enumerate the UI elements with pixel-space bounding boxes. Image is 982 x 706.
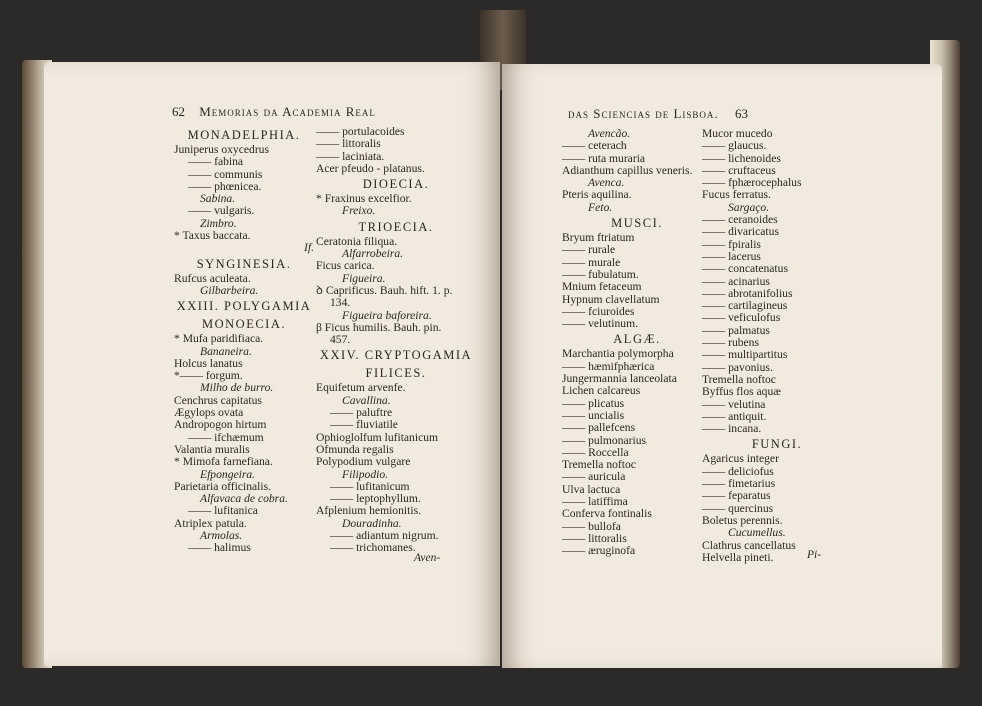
list-item: Tremella noftoc — [702, 372, 776, 386]
list-item: Boletus perennis. — [702, 513, 783, 527]
list-item: —— abrotanifolius — [702, 286, 793, 300]
section-heading: XXIII. POLYGAMIA — [176, 299, 312, 314]
right-page-column-1 — [562, 128, 712, 558]
list-item: Equifetum arvenfe. — [316, 381, 406, 395]
list-item: Freixo. — [342, 204, 376, 218]
list-item: Rufcus aculeata. — [174, 271, 251, 285]
left-page — [44, 62, 500, 666]
list-item: Marchantia polymorpha — [562, 347, 674, 361]
list-item: Holcus lanatus — [174, 356, 243, 370]
list-item: —— ifchæmum — [188, 430, 264, 444]
list-item: —— multipartitus — [702, 348, 788, 362]
list-item: —— Roccella — [562, 445, 629, 459]
list-item: —— fubulatum. — [562, 267, 639, 281]
list-item: β Ficus humilis. Bauh. pin. — [316, 320, 442, 334]
list-item: Cenchrus capitatus — [174, 393, 262, 407]
list-item: Hypnum clavellatum — [562, 292, 660, 306]
right-page-header — [568, 106, 748, 122]
list-item: —— vulgaris. — [188, 204, 255, 218]
section-heading: MUSCI. — [611, 216, 663, 231]
section-heading: SYNGINESIA. — [196, 256, 292, 271]
list-item: Figueira baforeira. — [342, 308, 432, 322]
list-item: —— auricula — [562, 470, 626, 484]
list-item: —— ceterach — [562, 139, 627, 153]
list-item: —— ceranoides — [702, 213, 778, 227]
list-item: Adianthum capillus veneris. — [562, 163, 693, 177]
list-item: Clathrus cancellatus — [702, 538, 796, 552]
running-head: das Sciencias de Lisboa. — [568, 106, 719, 121]
list-item: —— uncialis — [562, 408, 625, 422]
list-item: —— laciniata. — [316, 149, 385, 163]
list-item: —— hæmifphærica — [562, 359, 655, 373]
list-item: * Mimofa farnefiana. — [174, 455, 273, 469]
list-item: Byffus flos aquæ — [702, 385, 782, 399]
list-item: Efpongeira. — [200, 467, 256, 481]
list-item: If. — [304, 241, 314, 255]
list-item: Acer pfeudo - platanus. — [316, 161, 425, 175]
section-heading: ALGÆ. — [613, 332, 661, 347]
list-item: —— latiffima — [562, 495, 628, 509]
list-item: —— fimetarius — [702, 477, 776, 491]
section-heading: TRIOECIA. — [358, 219, 434, 234]
catchword: Pi- — [807, 549, 822, 561]
list-item: —— halimus — [188, 541, 251, 555]
list-item: ꝺ Caprificus. Bauh. hift. 1. p. — [316, 283, 453, 297]
list-item: —— ruta muraria — [562, 151, 646, 165]
list-item: —— littoralis — [562, 531, 627, 545]
list-item: Ægylops ovata — [174, 406, 244, 420]
list-item: Ofmunda regalis — [316, 442, 394, 456]
list-item: Bryum ftriatum — [562, 231, 635, 245]
list-item: —— velutina — [702, 397, 766, 411]
list-item: —— pavonius. — [702, 360, 773, 374]
list-item: —— littoralis — [316, 137, 381, 151]
list-item: —— leptophyllum. — [330, 492, 421, 506]
list-item: Afplenium hemionitis. — [316, 504, 421, 518]
list-item: Douradinha. — [342, 516, 402, 530]
list-item: 134. — [330, 296, 351, 310]
list-item: Parietaria officinalis. — [174, 479, 272, 493]
section-heading: MONOECIA. — [202, 317, 286, 332]
list-item: —— palmatus — [702, 323, 770, 337]
list-item: Bananeira. — [200, 344, 252, 358]
list-item: —— incana. — [702, 422, 762, 436]
list-item: Fucus ferratus. — [702, 188, 771, 202]
list-item: —— lufitanicum — [330, 479, 410, 493]
list-item: —— murale — [562, 255, 621, 269]
list-item: Figueira. — [342, 271, 386, 285]
list-item: Gilbarbeira. — [200, 283, 259, 297]
list-item: Sargaço. — [728, 200, 770, 214]
list-item: —— quercinus — [702, 501, 774, 515]
section-heading: DIOECIA. — [362, 177, 430, 192]
list-item: Helvella pineti. — [702, 550, 774, 564]
list-item: —— æruginofa — [562, 544, 636, 558]
list-item: —— paluftre — [330, 406, 393, 420]
list-item: Tremella noftoc — [562, 458, 636, 472]
list-item: Milho de burro. — [200, 381, 274, 395]
list-item: Feto. — [588, 200, 613, 214]
list-item: Mnium fetaceum — [562, 280, 642, 294]
list-item: —— communis — [188, 167, 263, 181]
list-item: * Mufa paridifiaca. — [174, 332, 264, 346]
list-item: —— fabina — [188, 155, 244, 169]
page-number: 62 — [172, 104, 185, 119]
list-item: —— acinarius — [702, 274, 770, 288]
list-item: —— fpiralis — [702, 237, 761, 251]
list-item: —— feparatus — [702, 489, 771, 503]
right-page-column-2 — [702, 128, 852, 564]
list-item: * Fraxinus excelfior. — [316, 192, 412, 206]
list-item: —— deliciofus — [702, 464, 774, 478]
list-item: —— lacerus — [702, 249, 761, 263]
list-item: Alfavaca de cobra. — [200, 492, 288, 506]
list-item: —— trichomanes. — [330, 541, 416, 555]
list-item: —— fphærocephalus — [702, 176, 802, 190]
list-item: —— bullofa — [562, 519, 621, 533]
list-item: Ficus carica. — [316, 259, 375, 273]
list-item: —— fciuroides — [562, 304, 635, 318]
list-item: Mucor mucedo — [702, 127, 773, 140]
list-item: Cucumellus. — [728, 526, 786, 540]
list-item: Jungermannia lanceolata — [562, 372, 677, 386]
list-item: —— phœnicea. — [188, 179, 262, 193]
list-item: —— glaucus. — [702, 139, 767, 153]
list-item: —— lufitanica — [188, 504, 258, 518]
left-page-header — [172, 104, 376, 120]
list-item: —— portulacoides — [316, 125, 405, 138]
section-heading: FUNGI. — [751, 437, 803, 452]
list-item: —— antiquit. — [702, 409, 767, 423]
list-item: Agaricus integer — [702, 452, 779, 466]
section-heading: MONADELPHIA. — [187, 128, 301, 142]
list-item: Armolas. — [200, 529, 243, 543]
list-item: Cavallina. — [342, 393, 391, 407]
section-heading: FILICES. — [365, 366, 427, 381]
running-head: Memorias da Academia Real — [199, 104, 376, 119]
list-item: —— divaricatus — [702, 225, 779, 239]
list-item: Avencão. — [588, 127, 631, 140]
list-item: —— fluviatile — [330, 418, 398, 432]
list-item: —— adiantum nigrum. — [330, 529, 439, 543]
list-item: —— concatenatus — [702, 262, 788, 276]
list-item: Ulva lactuca — [562, 482, 621, 496]
list-item: —— pulmonarius — [562, 433, 647, 447]
list-item: —— plicatus — [562, 396, 625, 410]
page-number: 63 — [734, 106, 748, 121]
list-item: —— cartilagineus — [702, 299, 788, 313]
list-item: Polypodium vulgare — [316, 455, 411, 469]
list-item: Andropogon hirtum — [174, 418, 267, 432]
list-item: Conferva fontinalis — [562, 507, 652, 521]
right-page — [502, 64, 942, 668]
list-item: Ceratonia filiqua. — [316, 234, 398, 248]
list-item: Sabina. — [200, 192, 236, 206]
list-item: *—— forgum. — [174, 369, 243, 383]
list-item: Filipodio. — [342, 467, 389, 481]
catchword: Aven- — [414, 552, 441, 564]
list-item: Juniperus oxycedrus — [174, 143, 269, 156]
list-item: —— rubens — [702, 336, 759, 350]
list-item: —— velutinum. — [562, 317, 638, 331]
list-item: Ophioglolfum lufitanicum — [316, 430, 439, 444]
list-item: Alfarrobeira. — [342, 247, 404, 261]
list-item: Valantia muralis — [174, 442, 250, 456]
list-item: Atriplex patula. — [174, 516, 247, 530]
list-item: Pteris aquilina. — [562, 188, 632, 202]
left-page-column-1 — [174, 126, 314, 555]
list-item: * Taxus baccata. — [174, 229, 251, 243]
section-heading: XXIV. CRYPTOGAMIA — [319, 348, 473, 363]
list-item: Avenca. — [588, 176, 625, 190]
list-item: —— veficulofus — [702, 311, 781, 325]
list-item: 457. — [330, 333, 351, 347]
list-item: Zimbro. — [200, 216, 237, 230]
list-item: —— cruftaceus — [702, 163, 776, 177]
list-item: Lichen calcareus — [562, 384, 641, 398]
list-item: —— pallefcens — [562, 421, 636, 435]
left-page-column-2 — [316, 126, 476, 555]
list-item: —— lichenoides — [702, 151, 781, 165]
list-item: —— rurale — [562, 243, 616, 257]
